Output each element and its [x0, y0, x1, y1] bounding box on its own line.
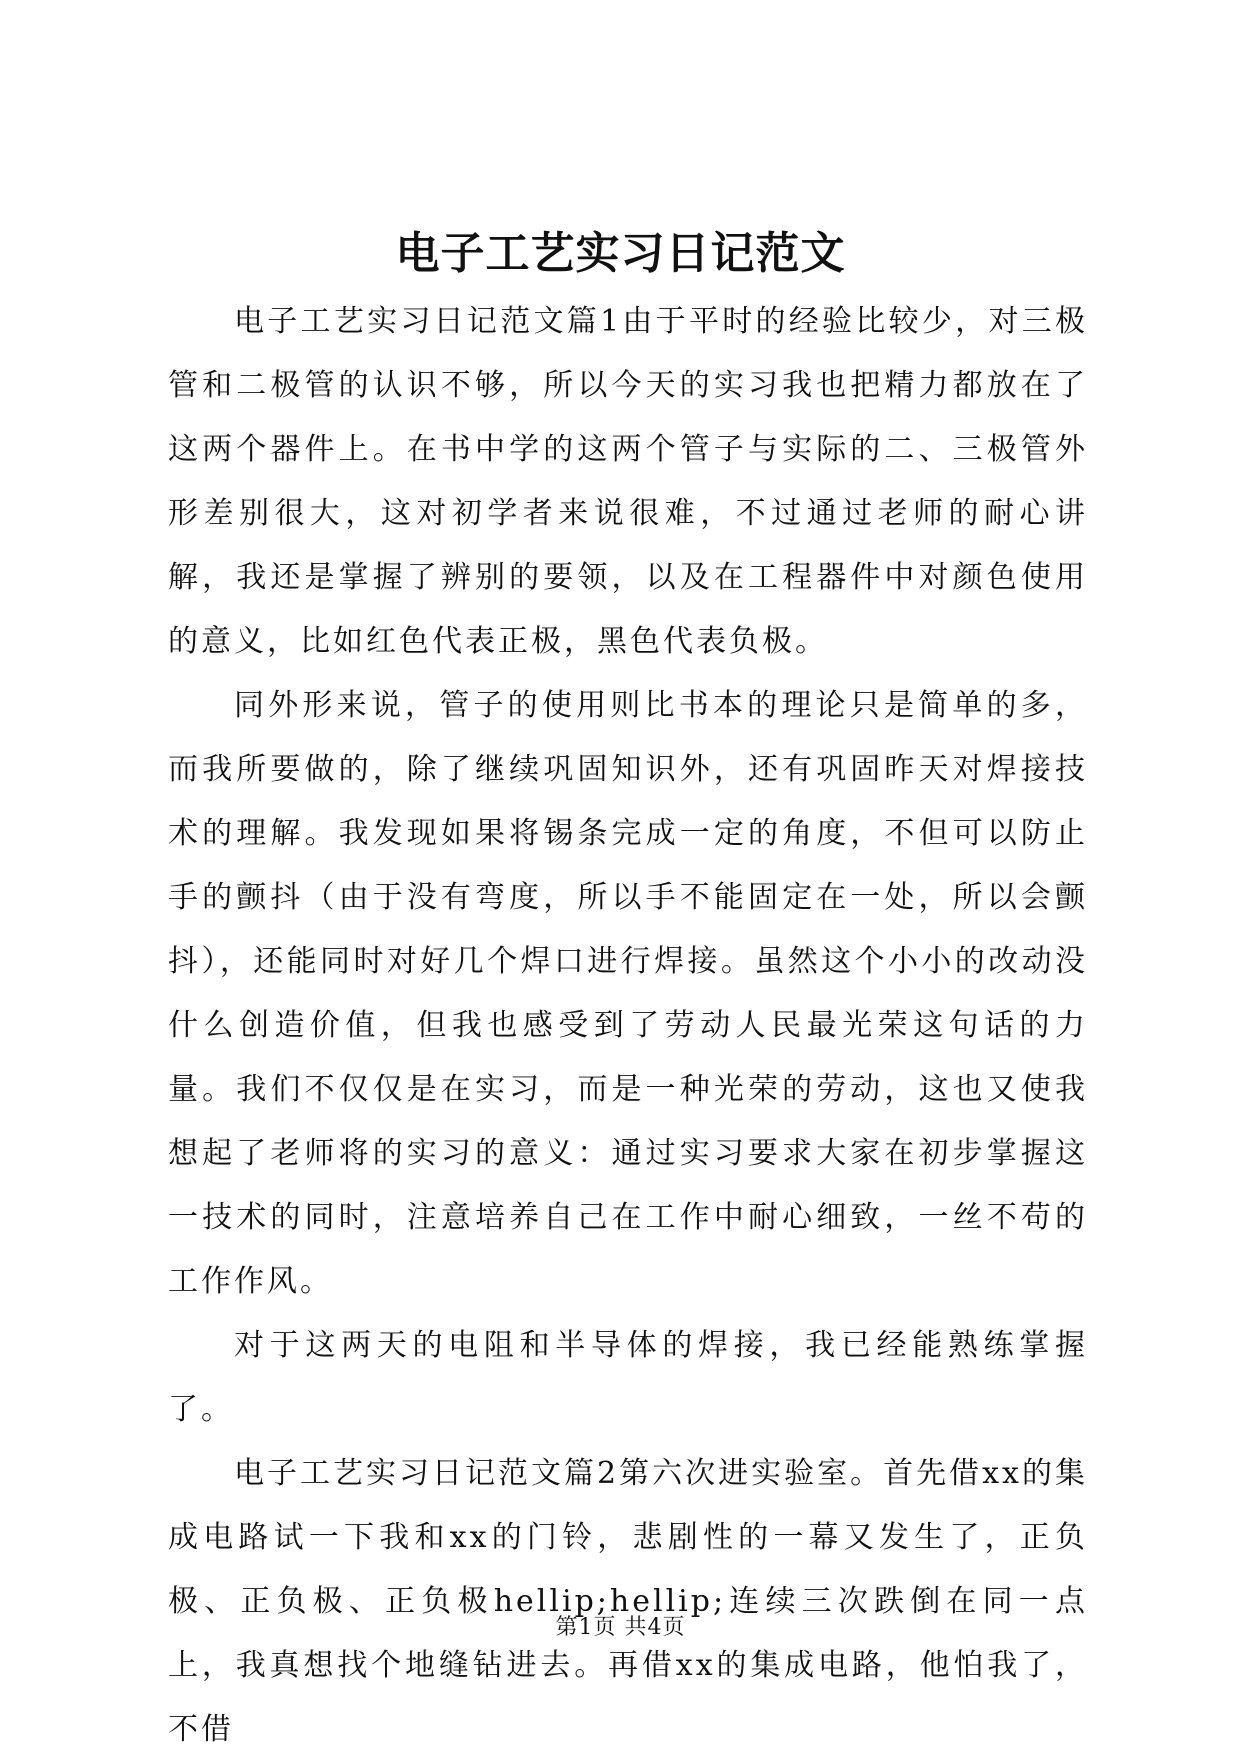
page-footer: 第1页 共4页 — [555, 1615, 686, 1640]
document-body — [168, 290, 1088, 1762]
paragraph: 同外形来说，管子的使用则比书本的理论只是简单的多，而我所要做的，除了继续巩固知识外，还有巩固昨天对焊接技术的理解。我发现如果将锡条完成一定的角度，不但可以防止手的颤抖（由于没有弯度，所以手不能固定在一处，所以会颤抖），还能同时对好几个焊口进行焊接。虽然这个小小的改动没什么创造价值，但我也感受到了劳动人民最光荣这句话的力量。我们不仅仅是在实习，而是一种光荣的劳动，这也又使我想起了老师将的实习的意义：通过实习要求大家在初步掌握这一技术的同时，注意培养自己在工作中耐心细致，一丝不苟的工作作风。 — [168, 688, 1088, 1299]
paragraph: 对于这两天的电阻和半导体的焊接，我已经能熟练掌握了。 — [168, 1328, 1088, 1427]
paragraph: 电子工艺实习日记范文篇1由于平时的经验比较少，对三极管和二极管的认识不够，所以今天的实习我也把精力都放在了这两个器件上。在书中学的这两个管子与实际的二、三极管外形差别很大，这对初学者来说很难，不过通过老师的耐心讲解，我还是掌握了辨别的要领，以及在工程器件中对颜色使用的意义，比如红色代表正极，黑色代表负极。 — [168, 304, 1088, 659]
paragraph: 电子工艺实习日记范文篇2第六次进实验室。首先借xx的集成电路试一下我和xx的门铃，悲剧性的一幕又发生了，正负极、正负极、正负极hellip;hellip;连续三次跌倒在同一点上，我真想找个地缝钻进去。再借xx的集成电路，他怕我了，不借 — [168, 1456, 1088, 1747]
document-title: 电子工艺实习日记范文 — [395, 228, 846, 279]
